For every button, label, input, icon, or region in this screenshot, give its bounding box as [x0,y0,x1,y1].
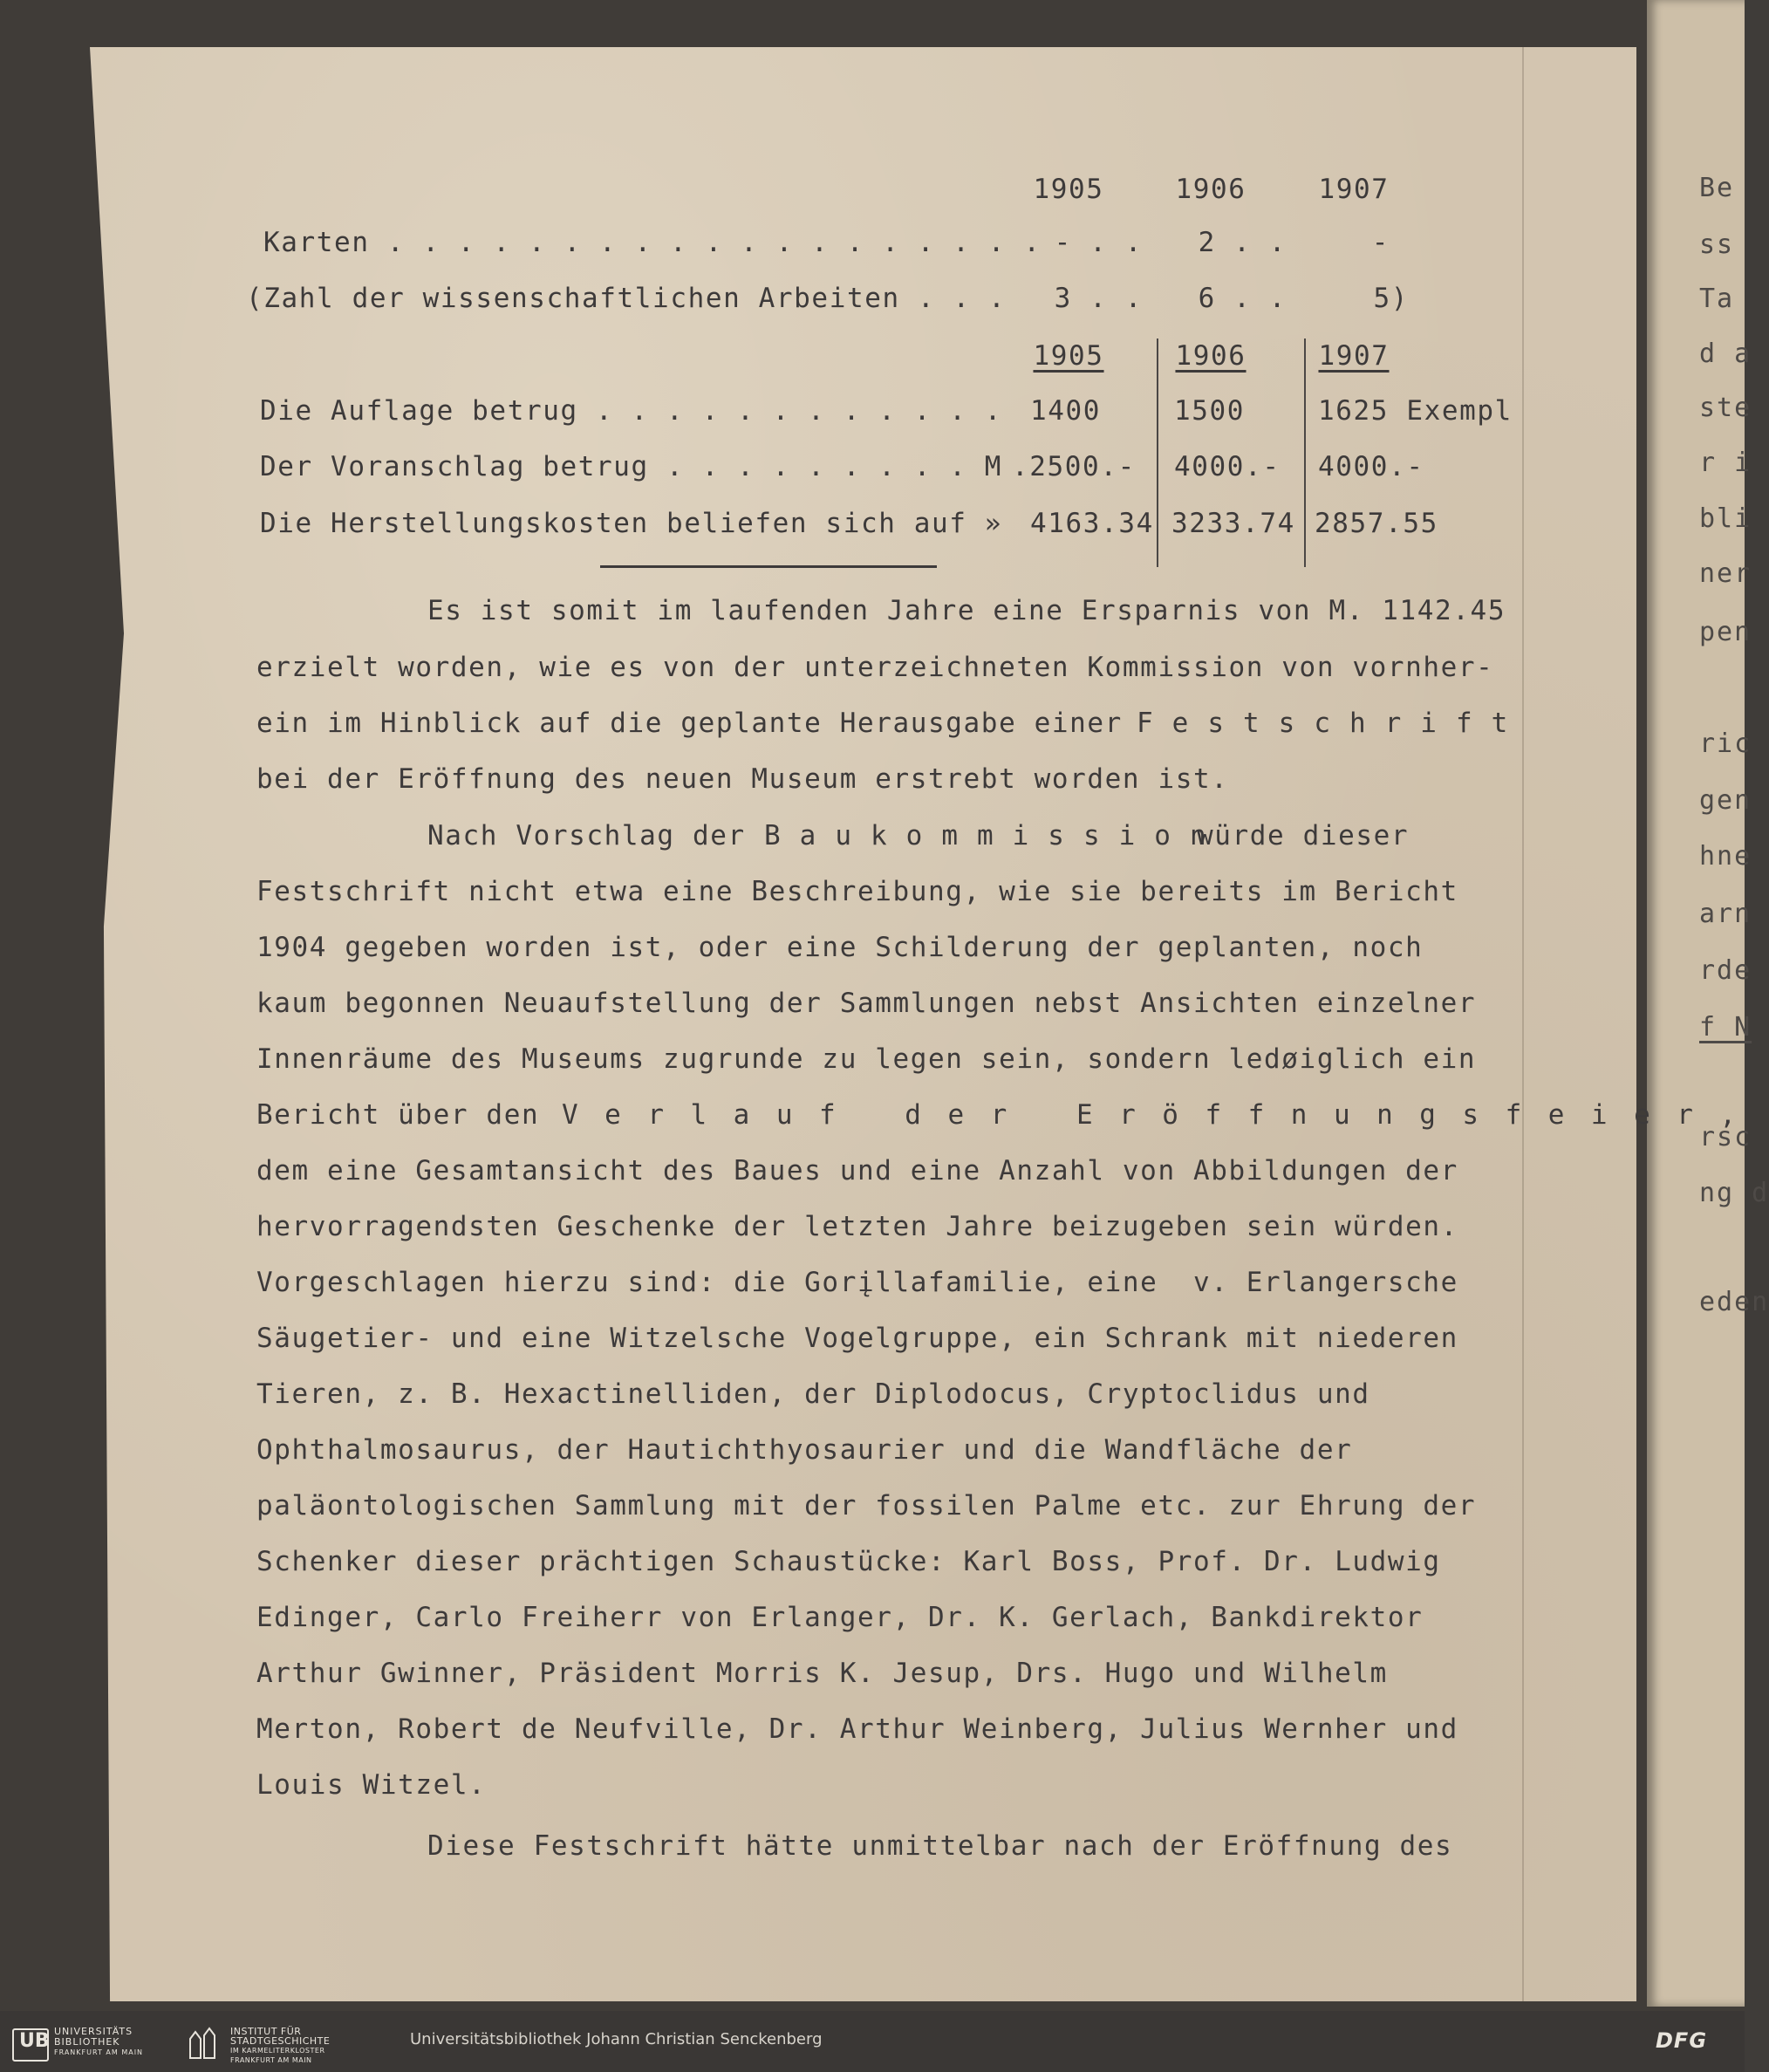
year-header-underlined: 1906 [1175,340,1246,372]
adjacent-text: ss [1699,229,1735,260]
year-header-underlined: 1905 [1033,340,1104,372]
row-label-herstellungskosten: Die Herstellungskosten beliefen sich auf » [260,508,1003,539]
ub-logo[interactable] [12,2025,178,2060]
table-cell: 4000.- [1174,451,1281,482]
adjacent-text: hne [1699,841,1752,872]
adjacent-text: arn [1699,899,1752,929]
table-cell: 2857.55 [1315,508,1438,539]
year-header: 1905 [1033,174,1104,205]
paragraph-line: dem eine Gesamtansicht des Baues und eine Anzahl von Abbildungen der [256,1155,1458,1186]
paragraph-line: Säugetier- und eine Witzelsche Vogelgruppe, ein Schrank mit niederen [256,1323,1458,1354]
paragraph-line: Diese Festschrift hätte unmittelbar nach der Eröffnung des [427,1830,1453,1862]
ub-logo-icon: UB [12,2028,49,2062]
ub-logo-text: UNIVERSITÄTS BIBLIOTHEK FRANKFURT AM MAIN [54,2026,144,2056]
table-cell: 1625 Exempl [1318,395,1513,427]
paragraph-line: Merton, Robert de Neufville, Dr. Arthur Weinberg, Julius Wernher und [256,1713,1458,1745]
institute-logo-text: INSTITUT FÜR STADTGESCHICHTE IM KARMELITERKLOSTER FRANKFURT AM MAIN [230,2026,331,2064]
adjacent-text: ste [1699,393,1752,423]
table-cell: 4163.34 [1030,508,1154,539]
paragraph-line: 1904 gegeben worden ist, oder eine Schilderung der geplanten, noch [256,932,1424,963]
paragraph-line: Bericht über den [256,1099,540,1131]
adjacent-text: ng d [1699,1178,1769,1208]
table-cell: 1500 [1174,395,1246,427]
paragraph-line: hervorragendsten Geschenke der letzten Jahre beizugeben sein würden. [256,1211,1458,1242]
page-fold [1522,47,1524,2001]
paragraph-line: Tieren, z. B. Hexactinelliden, der Diplodocus, Cryptoclidus und [256,1378,1370,1410]
adjacent-page [1647,0,1769,2007]
institute-logo[interactable] [185,2025,377,2064]
year-header: 1907 [1318,174,1390,205]
paragraph-line: Vorgeschlagen hierzu sind: die Gorįllafamilie, eine v. Erlangersche [256,1267,1458,1298]
adjacent-text: f N [1699,1012,1752,1043]
row-label-auflage: Die Auflage betrug . . . . . . . . . . . . [260,395,1003,427]
adjacent-text: Be [1699,173,1735,203]
paragraph-line: Innenräume des Museums zugrunde zu legen sein, sondern ledøiglich ein [256,1043,1477,1075]
year-header: 1906 [1175,174,1246,205]
dfg-logo[interactable]: DFG [1656,2028,1708,2053]
adjacent-text: eden [1699,1287,1769,1317]
adjacent-text: ner [1699,558,1752,589]
library-caption[interactable]: Universitätsbibliothek Johann Christian Senckenberg [410,2030,823,2048]
adjacent-text: rde [1699,955,1752,986]
table-cell: 6 . . [1198,283,1287,314]
column-rule [1304,338,1306,567]
adjacent-text: pen [1699,617,1752,647]
adjacent-text: gen [1699,785,1752,816]
adjacent-text: rsc [1699,1122,1752,1152]
adjacent-text: d a [1699,338,1752,369]
paragraph-line: kaum begonnen Neuaufstellung der Sammlungen nebst Ansichten einzelner [256,988,1477,1019]
footer-bar [0,2011,1745,2072]
section-rule [600,565,937,568]
table-cell: 4000.- [1318,451,1424,482]
document-page [90,47,1636,2001]
table-cell: .2500.- [1012,451,1136,482]
table-cell: 2 . . [1198,227,1287,258]
table-cell: 1400 [1030,395,1102,427]
table-cell: 3233.74 [1171,508,1295,539]
paragraph-line: Arthur Gwinner, Präsident Morris K. Jesup, Drs. Hugo und Wilhelm [256,1658,1388,1689]
paragraph-line: bei der Eröffnung des neuen Museum erstrebt worden ist. [256,763,1229,795]
row-label-karten: Karten . . . . . . . . . . . . . . . . . . . [263,227,1042,258]
spaced-word: Festschrift [1137,708,1527,739]
paragraph-line: erzielt worden, wie es von der unterzeichneten Kommission von vornher- [256,652,1494,683]
spaced-word: Baukommission [764,820,1226,851]
paragraph-line: Schenker dieser prächtigen Schaustücke: Karl Boss, Prof. Dr. Ludwig [256,1546,1441,1577]
adjacent-text: ric [1699,728,1752,759]
adjacent-text: r i [1699,448,1752,478]
row-label-arbeiten: (Zahl der wissenschaftlichen Arbeiten . . . [246,283,1007,314]
adjacent-text: bli [1699,503,1752,534]
column-rule [1157,338,1158,567]
paragraph-line: Louis Witzel. [256,1769,487,1801]
spaced-word: Verlauf der Eröffnungsfeier, [562,1099,1763,1131]
paragraph-line: paläontologischen Sammlung mit der fossilen Palme etc. zur Ehrung der [256,1490,1477,1522]
paragraph-line: Edinger, Carlo Freiherr von Erlanger, Dr. K. Gerlach, Bankdirektor [256,1602,1424,1633]
table-cell: - . . [1054,227,1143,258]
paragraph-line: Festschrift nicht etwa eine Beschreibung, wie sie bereits im Bericht [256,876,1458,907]
church-icon [185,2027,220,2060]
table-cell: 5) [1373,283,1409,314]
paragraph-line: würde dieser [1197,820,1410,851]
year-header-underlined: 1907 [1318,340,1390,372]
adjacent-text: Ta [1699,284,1735,314]
paragraph-line: Ophthalmosaurus, der Hautichthyosaurier und die Wandfläche der [256,1434,1353,1466]
table-cell: - [1371,227,1390,258]
paragraph-line: Nach Vorschlag der [427,820,746,851]
row-label-voranschlag: Der Voranschlag betrug . . . . . . . . . M [260,451,1003,482]
table-cell: 3 . . [1054,283,1143,314]
paragraph-line: ein im Hinblick auf die geplante Herausgabe einer [256,708,1123,739]
paragraph-line: Es ist somit im laufenden Jahre eine Ersparnis von M. 1142.45 [427,595,1506,626]
